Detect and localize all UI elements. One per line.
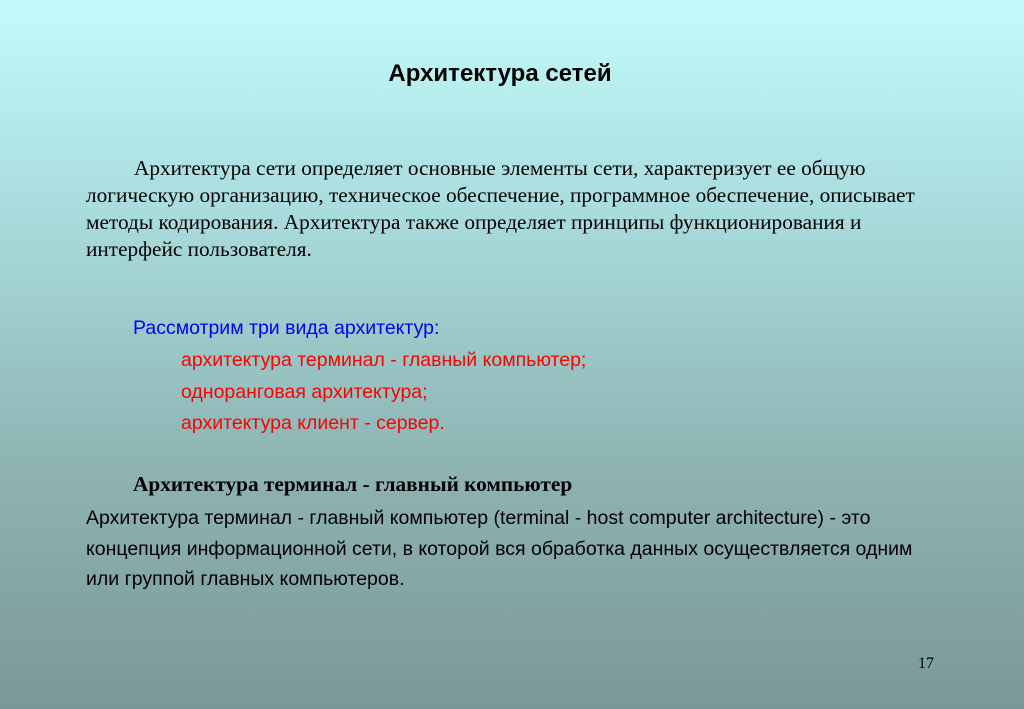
slide-title: Архитектура сетей	[388, 60, 612, 87]
definition-paragraph: Архитектура сети определяет основные элементы сети, характеризует ее общую логическую организацию, техническое обеспечение, программное обеспечение, описывает методы кодирования. Архитектура также определяет принципы функционирования и интерфейс пользователя.	[86, 156, 915, 261]
architecture-types-intro: Рассмотрим три вида архитектур:	[133, 317, 440, 339]
section-subheading: Архитектура терминал - главный компьютер	[133, 472, 573, 496]
section-body: Архитектура терминал - главный компьютер (terminal - host computer architecture) - это концепция информационной сети, в которой вся обработка данных осуществляется одним или группой главных компьютеров.	[86, 507, 913, 590]
list-item: архитектура терминал - главный компьютер;	[181, 349, 587, 371]
list-item: архитектура клиент - сервер.	[181, 412, 445, 434]
page-number: 17	[918, 655, 934, 672]
list-item: одноранговая архитектура;	[181, 380, 428, 403]
architecture-types-list	[181, 345, 586, 440]
